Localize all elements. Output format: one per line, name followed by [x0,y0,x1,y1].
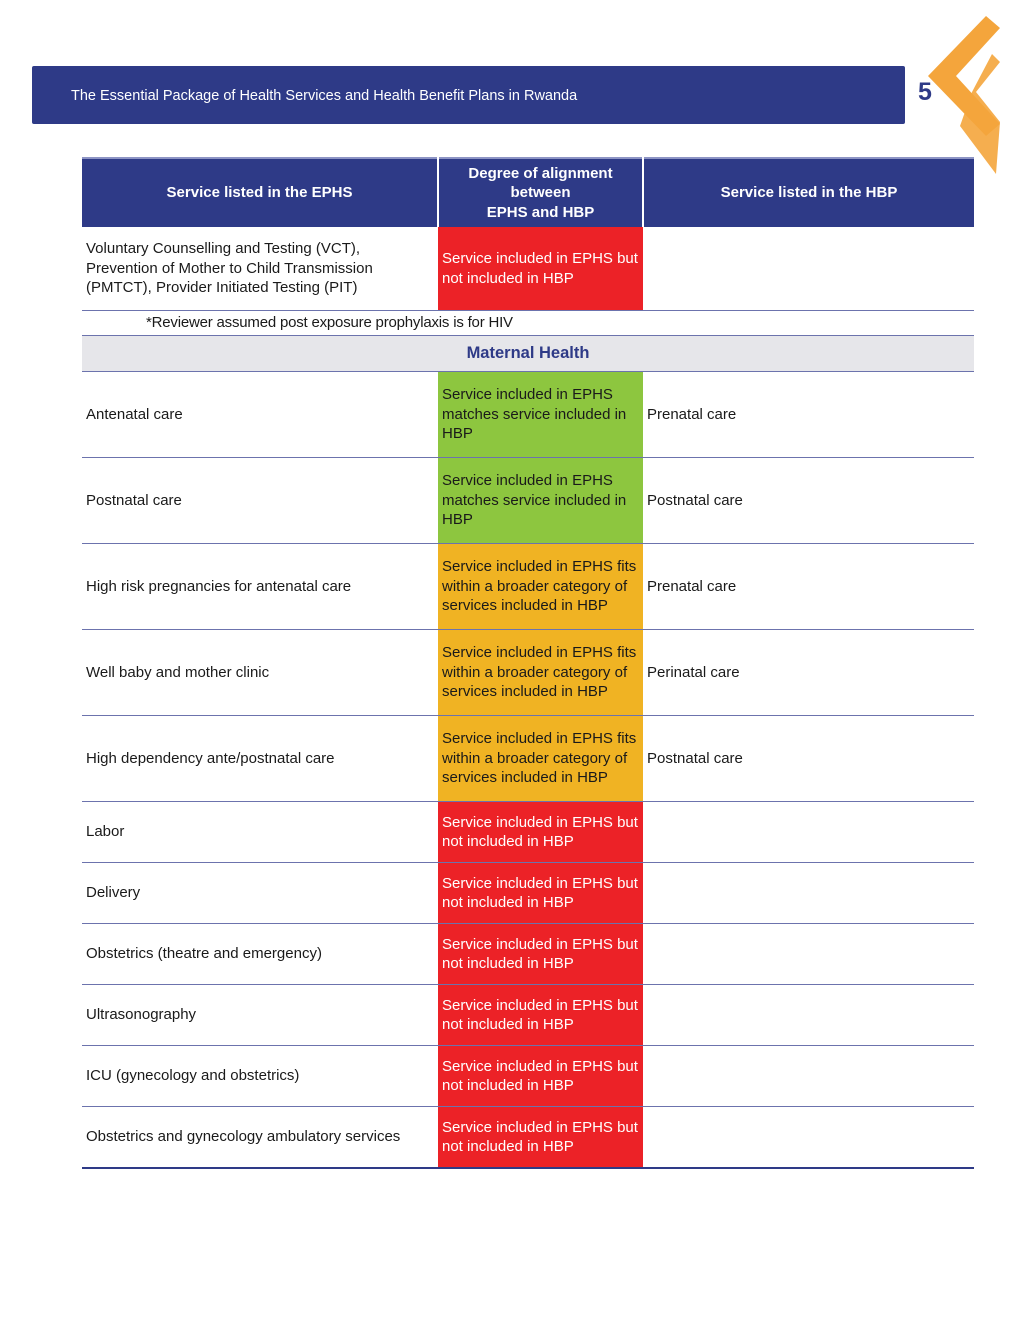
ephs-cell: Ultrasonography [86,1006,197,1024]
table-row [82,372,974,458]
hbp-cell [643,924,974,985]
column-header-ephs: Service listed in the EPHS [82,158,438,227]
table-row [82,1107,974,1169]
alignment-table [82,157,974,1169]
document-header-bar [32,66,905,124]
ephs-cell: High dependency ante/postnatal care [86,749,335,767]
ephs-cell: Postnatal care [86,491,182,509]
hbp-cell: Prenatal care [647,405,737,423]
table-row [82,1046,974,1107]
alignment-status-cell: Service included in EPHS but not included in HBP [438,227,643,311]
column-header-hbp: Service listed in the HBP [643,158,974,227]
alignment-status-cell: Service included in EPHS but not included in HBP [438,1046,643,1107]
hbp-cell [643,1046,974,1107]
ephs-cell: ICU (gynecology and obstetrics) [86,1067,300,1085]
degree-header-line1: Degree of alignment [468,164,613,182]
hbp-cell [643,985,974,1046]
note-row [82,311,974,336]
table-row [82,544,974,630]
table-row [82,924,974,985]
table-header-row [82,158,974,227]
ephs-cell: Well baby and mother clinic [86,663,270,681]
hbp-cell [643,1107,974,1169]
alignment-status-cell: Service included in EPHS fits within a broader category of services included in HBP [438,716,643,802]
table-row [82,458,974,544]
ephs-cell: Labor [86,823,125,841]
hbp-cell: Prenatal care [647,577,737,595]
reviewer-note: *Reviewer assumed post exposure prophylaxis is for HIV [146,314,513,332]
ephs-cell: Delivery [86,884,141,902]
alignment-status-cell: Service included in EPHS matches service included in HBP [438,458,643,544]
table-row [82,985,974,1046]
table-row [82,716,974,802]
page-number: 5 [918,78,932,106]
degree-header-line2: between [510,184,571,202]
hbp-cell: Postnatal care [647,749,743,767]
hbp-cell [643,863,974,924]
section-row [82,336,974,372]
alignment-status-cell: Service included in EPHS but not included in HBP [438,802,643,863]
alignment-status-cell: Service included in EPHS but not included in HBP [438,863,643,924]
table-row [82,802,974,863]
degree-header-line3: EPHS and HBP [486,203,595,221]
orange-chevron-icon [900,14,1004,180]
table-row [82,630,974,716]
ephs-cell: Voluntary Counselling and Testing (VCT), Prevention of Mother to Child Transmission (PMTCT), Provider Initiated Testing (PIT) [86,240,373,297]
section-title: Maternal Health [82,336,974,372]
column-header-degree [438,158,643,227]
hbp-cell [643,802,974,863]
ephs-cell: Obstetrics (theatre and emergency) [86,945,322,963]
hbp-cell: Postnatal care [647,491,743,509]
document-title: The Essential Package of Health Services and Health Benefit Plans in Rwanda [71,88,578,104]
table-row [82,227,974,311]
ephs-cell: High risk pregnancies for antenatal care [86,577,352,595]
alignment-status-cell: Service included in EPHS but not included in HBP [438,985,643,1046]
alignment-status-cell: Service included in EPHS but not included in HBP [438,1107,643,1169]
alignment-status-cell: Service included in EPHS matches service included in HBP [438,372,643,458]
hbp-cell [643,227,974,311]
ephs-cell: Obstetrics and gynecology ambulatory services [86,1128,401,1146]
ephs-cell: Antenatal care [86,405,183,423]
alignment-status-cell: Service included in EPHS fits within a broader category of services included in HBP [438,630,643,716]
alignment-status-cell: Service included in EPHS fits within a broader category of services included in HBP [438,544,643,630]
table-row [82,863,974,924]
hbp-cell: Perinatal care [647,663,740,681]
alignment-status-cell: Service included in EPHS but not included in HBP [438,924,643,985]
